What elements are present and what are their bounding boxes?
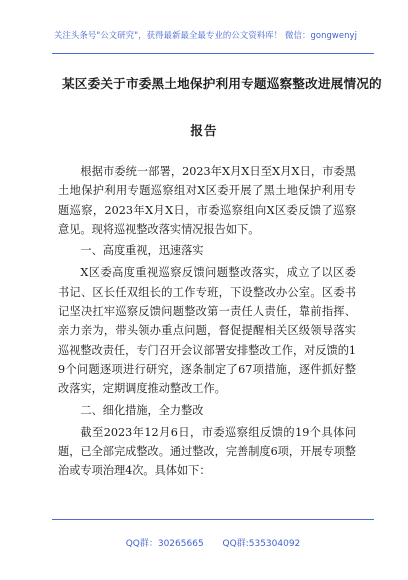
- footer-qq-group-2: QQ群:535304092: [222, 539, 301, 549]
- footer-qq-group-1: QQ群：30265665: [125, 539, 204, 549]
- document-title: 某区委关于市委黑土地保护利用专题巡察整改进展情况的: [62, 76, 382, 91]
- header-banner-text: 关注头条号"公文研究"，获得最新最全最专业的公文资料库！ 微信：gongwenyj: [54, 30, 357, 40]
- section-heading-2: 二、细化措施，全力整改: [80, 403, 204, 417]
- document-title-continued: 报告: [190, 123, 218, 138]
- paragraph-intro: 根据市委统一部署，2023年X月X日至X月X日，市委黑土地保护利用专题巡察组对X区委开展了黑土地保护利用专题巡察，2023年X月X日，市委巡察组向X区委反馈了巡察意见。现将巡视整改落实情况报告如下。: [58, 165, 356, 236]
- header-banner: [52, 11, 374, 54]
- footer-contact: [52, 536, 374, 549]
- document-body: [58, 162, 356, 481]
- footer-banner: [52, 519, 374, 560]
- section-heading-1: 一、高度重视，迅速落实: [80, 244, 204, 258]
- paragraph-section-1: X区委高度重视巡察反馈问题整改落实，成立了以区委书记、区长任双组长的工作专班，下设整改办公室。区委书记坚决扛牢巡察反馈问题整改第一责任人责任，靠前指挥、亲力亲为，带头领办重点问题，督促提醒相关区级领导落实巡视整改责任，专门召开会议部署安排整改工作，对反馈的19个问题逐项进行研究，逐条制定了67项措施，逐件抓好整改落实，定期调度推动整改工作。: [58, 266, 356, 396]
- paragraph-section-2: 截至2023年12月6日，市委巡察组反馈的19个具体问题，已全部完成整改。通过整改，完善制度6项，开展专项整治或专项治理4次。具体如下：: [58, 425, 356, 478]
